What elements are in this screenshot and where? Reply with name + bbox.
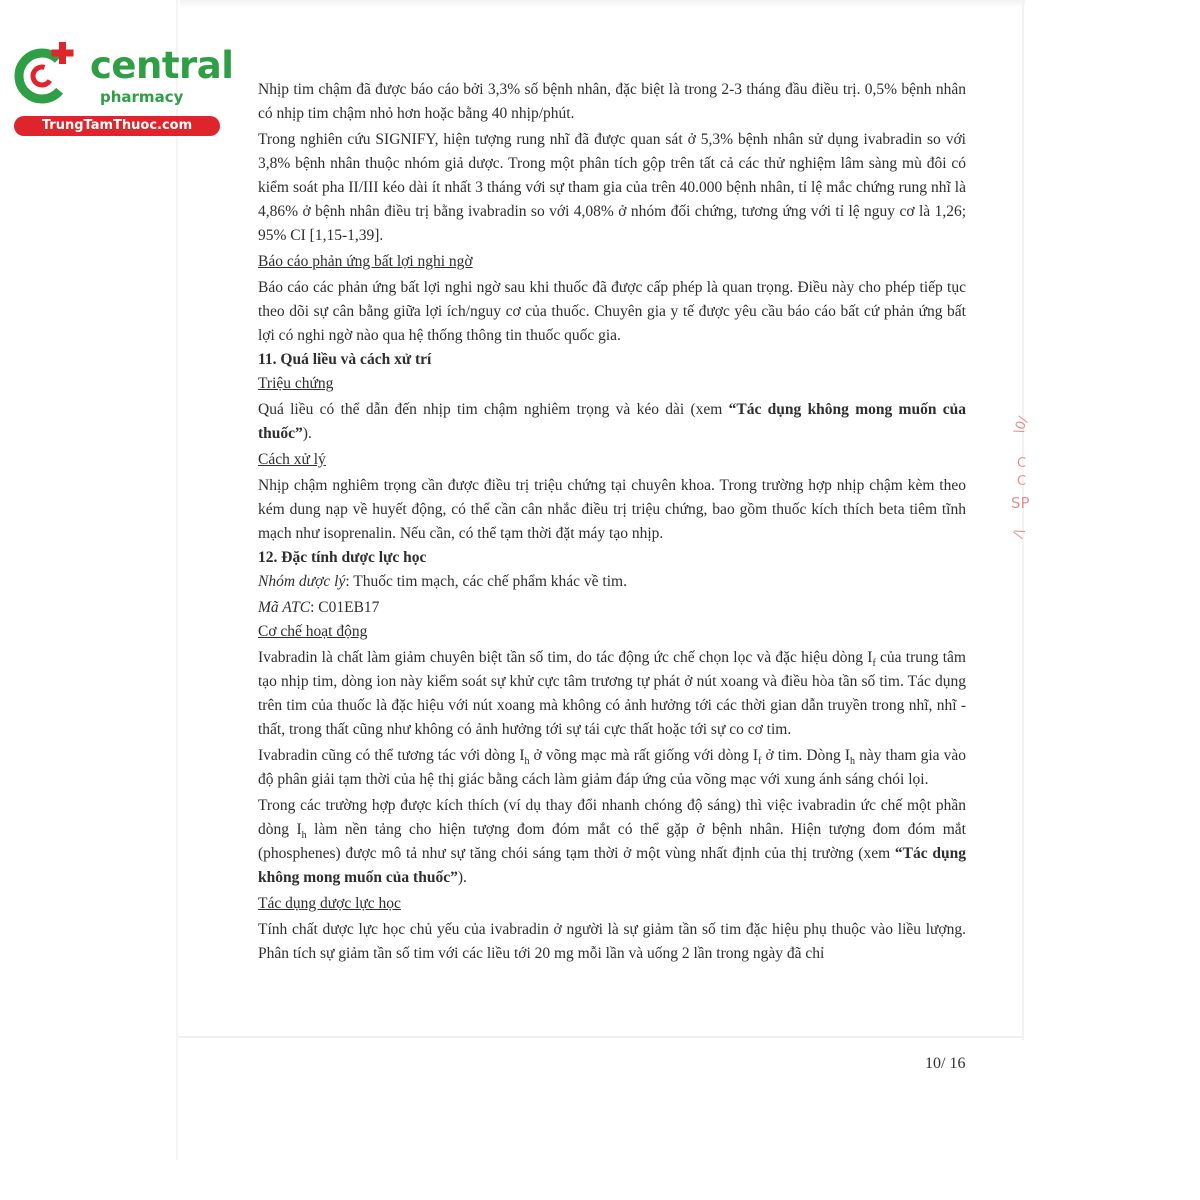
stamp-text-5: /\ (1010, 526, 1028, 541)
mechanism-text-a: Ivabradin là chất làm giảm chuyên biệt tần số tim, do tác động ức chế chọn lọc và đặc hiệu dòng I (258, 649, 873, 666)
retina-text-c: ở tim. Dòng I (761, 747, 851, 764)
logo-subtitle: pharmacy (100, 88, 184, 106)
stamp-text-1: \0/ (1011, 414, 1032, 437)
retina-text-d: này tham gia vào độ phân giải tạm thời của hệ thị giác bằng cách làm giảm đáp ứng của võng mạc với xung ánh sáng chói lọi. (258, 747, 966, 788)
subheading-pd-effects: Tác dụng dược lực học (258, 895, 401, 912)
paragraph-atc (258, 596, 966, 620)
paragraph-management: Nhịp chậm nghiêm trọng cần được điều trị triệu chứng tại chuyên khoa. Trong trường hợp nhịp chậm kèm theo kém dung nạp về huyết động, có thể cần cân nhắc điều trị triệu chứng, bao gồm thuốc kích thích beta tiêm tĩnh mạch như isoprenalin. Nếu cần, có thể tạm thời đặt máy tạo nhịp. (258, 477, 966, 542)
page-number: 10/ 16 (925, 1055, 966, 1072)
atc-label: Mã ATC (258, 599, 311, 616)
paragraph-mechanism (258, 646, 966, 742)
retina-sub-1: h (524, 756, 530, 768)
scan-edge-bottom (178, 1036, 1024, 1038)
symptoms-text: Quá liều có thể dẫn đến nhịp tim chậm nghiêm trọng và kéo dài (xem (258, 401, 729, 418)
atc-value: : C01EB17 (310, 599, 380, 616)
stamp-text-2: C (1017, 456, 1027, 471)
symptoms-reference: “Tác dụng không mong muốn của thuốc” (258, 401, 966, 442)
retina-sub-3: h (850, 756, 856, 768)
red-stamp-fragment (1005, 414, 1045, 568)
mechanism-text-b: của trung tâm tạo nhịp tim, dòng ion này kiểm soát sự khử cực tâm trương tự phát ở nút xoang và điều hòa tần số tim. Tác dụng trên tim của thuốc là đặc hiệu với nút xoang mà không có ảnh hưởng tới các thời gian dẫn truyền trong nhĩ, nhĩ - thất, trong thất cũng như không có ảnh hưởng tới sự tái cực thất hoặc tới sự co cơ tim. (258, 649, 966, 738)
paragraph-symptoms (258, 398, 966, 446)
phosphenes-text-b: làm nền tảng cho hiện tượng đom đóm mắt có thể gặp ở bệnh nhân. Hiện tượng đom đóm mắt (phosphenes) được mô tả như sự tăng chói sáng tạm thời ở một vùng nhất định của thị trường (xem (258, 821, 966, 862)
retina-text-b: ở võng mạc mà rất giống với dòng I (529, 747, 759, 764)
paragraph-signify: Trong nghiên cứu SIGNIFY, hiện tượng rung nhĩ đã được quan sát ở 5,3% bệnh nhân sử dụng ivabradin so với 3,8% bệnh nhân thuộc nhóm giả dược. Trong một phân tích gộp trên tất cả các thử nghiệm lâm sàng mù đôi có kiểm soát pha II/III kéo dài ít nhất 3 tháng với sự tham gia của trên 40.000 bệnh nhân, tỉ lệ mắc chứng rung nhĩ là 4,86% ở bệnh nhân điều trị bằng ivabradin so với 4,08% ở nhóm đối chứng, tương ứng với tỉ lệ nguy cơ là 1,26; 95% CI [1,15-1,39]. (258, 131, 966, 244)
subheading-management: Cách xử lý (258, 451, 326, 468)
subheading-report: Báo cáo phản ứng bất lợi nghi ngờ (258, 253, 473, 270)
mechanism-sub: f (872, 658, 876, 670)
phosphenes-reference: “Tác dụng không mong muốn của thuốc” (258, 845, 966, 886)
paragraph-bradycardia: Nhịp tim chậm đã được báo cáo bởi 3,3% số bệnh nhân, đặc biệt là trong 2-3 tháng đầu điều trị. 0,5% bệnh nhân có nhịp tim chậm nhỏ hơn hoặc bằng 40 nhịp/phút. (258, 81, 966, 122)
heading-pharmacodynamics: 12. Đặc tính dược lực học (258, 549, 427, 566)
document-body (258, 78, 966, 966)
phosphenes-sub: h (301, 830, 307, 842)
subheading-mechanism: Cơ chế hoạt động (258, 623, 368, 640)
retina-text-a: Ivabradin cũng có thể tương tác với dòng I (258, 747, 525, 764)
scan-edge-top (180, 0, 1025, 8)
central-pharmacy-logo[interactable] (10, 38, 234, 138)
retina-sub-2: f (758, 756, 762, 768)
paragraph-phosphenes (258, 794, 966, 890)
stamp-text-4: SP (1011, 494, 1030, 512)
logo-mark-icon (10, 38, 82, 110)
subheading-symptoms: Triệu chứng (258, 375, 334, 392)
heading-overdose: 11. Quá liều và cách xử trí (258, 351, 432, 368)
group-label: Nhóm dược lý (258, 573, 346, 590)
symptoms-close: ). (302, 425, 312, 442)
paragraph-pd-effects: Tính chất dược lực học chủ yếu của ivabradin ở người là sự giảm tần số tim đặc hiệu phụ thuộc vào liều lượng. Phân tích sự giảm tần số tim với các liều tới 20 mg mỗi lần và uống 2 lần trong ngày đã chỉ (258, 921, 966, 962)
logo-brand-name: central (90, 44, 234, 87)
stamp-text-3: C (1017, 474, 1027, 489)
paragraph-group (258, 570, 966, 594)
logo-site-url: TrungTamThuoc.com (14, 116, 220, 136)
phosphenes-close: ). (457, 869, 467, 886)
scan-edge-left (176, 0, 178, 1160)
phosphenes-text-a: Trong các trường hợp được kích thích (ví dụ thay đổi nhanh chóng độ sáng) thì việc ivabradin ức chế một phần dòng I (258, 797, 966, 838)
group-value: : Thuốc tim mạch, các chế phẩm khác về tim. (345, 573, 627, 590)
paragraph-retina (258, 744, 966, 792)
paragraph-report: Báo cáo các phản ứng bất lợi nghi ngờ sau khi thuốc đã được cấp phép là quan trọng. Điều này cho phép tiếp tục theo dõi sự cân bằng giữa lợi ích/nguy cơ của thuốc. Chuyên gia y tế được yêu cầu báo cáo bất cứ phản ứng bất lợi có nghi ngờ nào qua hệ thống thông tin thuốc quốc gia. (258, 279, 966, 344)
